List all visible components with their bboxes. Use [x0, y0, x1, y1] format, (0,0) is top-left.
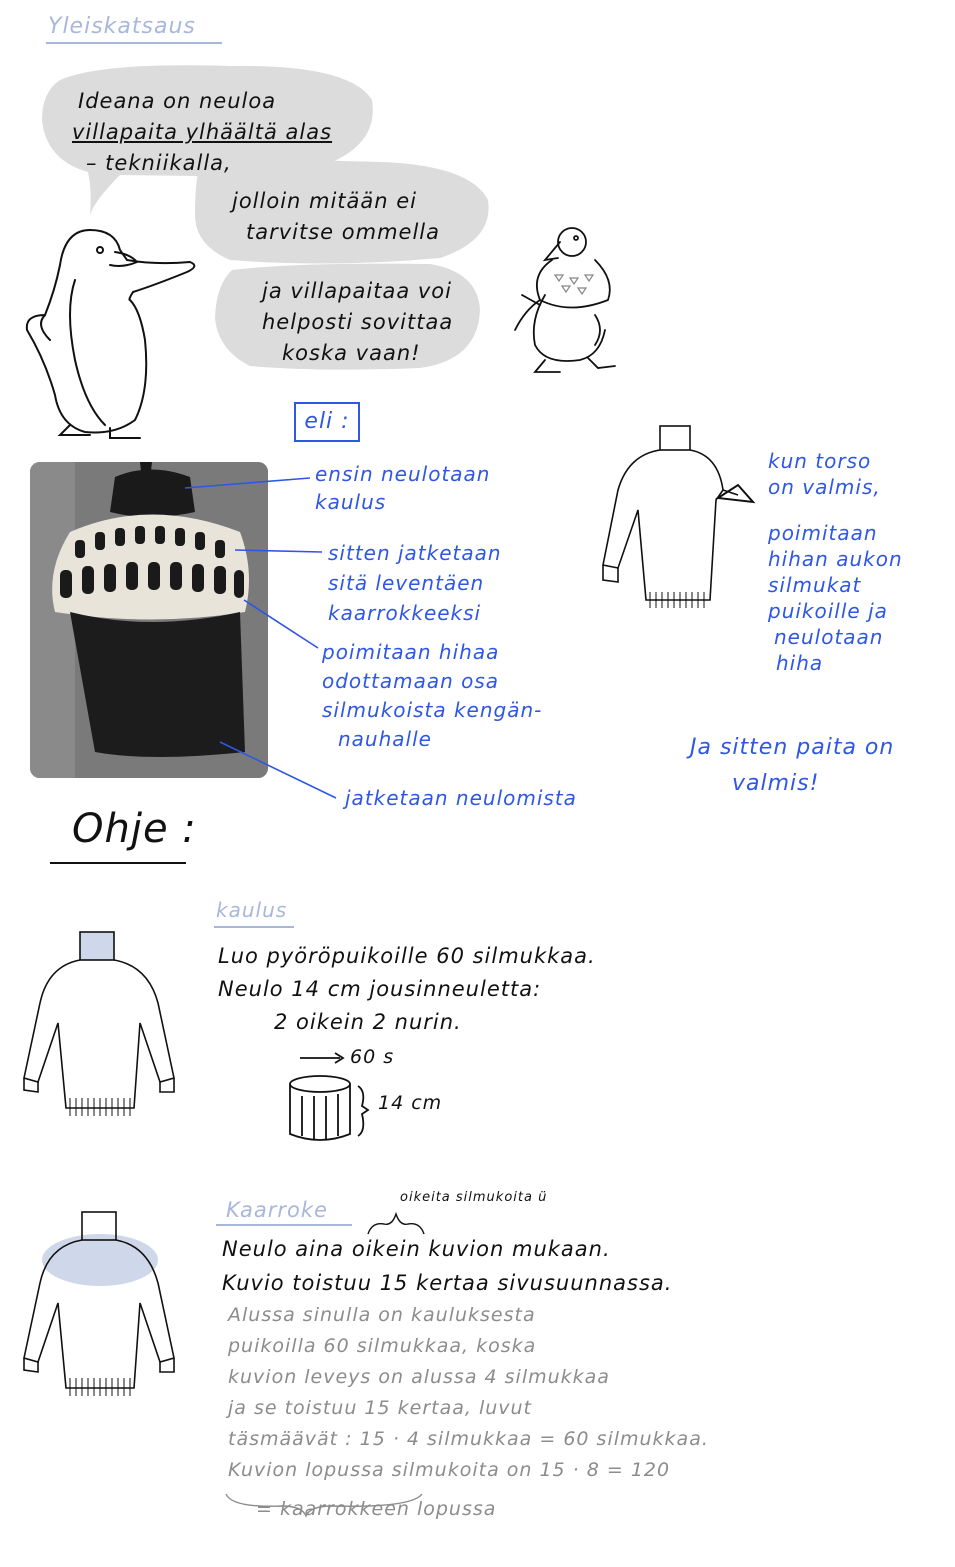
- sweater-sleeve-diagram: [598, 420, 758, 620]
- sleeve-note-line-4: hihan aukon: [768, 547, 903, 571]
- callout-sleeve-line-3: silmukoista kengän-: [322, 698, 543, 722]
- yoke-label: Kaarroke: [226, 1198, 328, 1222]
- callout-yoke-line-1: sitten jatketaan: [328, 541, 502, 565]
- sleeve-note-line-5: silmukat: [768, 573, 862, 597]
- callout-collar-line-1: ensin neulotaan: [315, 462, 491, 486]
- yoke-note-7: = kaarrokkeen lopussa: [256, 1498, 497, 1520]
- instructions-heading: Ohje :: [72, 806, 197, 852]
- callout-sleeve-line-1: poimitaan hihaa: [322, 640, 500, 664]
- yoke-label-underline: [216, 1224, 352, 1226]
- bubble-2-line-1: jolloin mitään ei: [232, 189, 418, 213]
- callout-sleeve-line-2: odottamaan osa: [322, 669, 500, 693]
- yoke-note-5: täsmäävät : 15 · 4 silmukkaa = 60 silmukkaa.: [228, 1428, 709, 1450]
- callout-continue-line-1: jatketaan neulomista: [345, 786, 577, 810]
- sleeve-note: [768, 448, 903, 676]
- yoke-instructions: [222, 1232, 672, 1300]
- sleeve-note-line-7: neulotaan: [774, 625, 884, 649]
- yoke-note-3: kuvion leveys on alussa 4 silmukkaa: [228, 1366, 610, 1388]
- collar-diagram-height: 14 cm: [378, 1092, 443, 1114]
- bubble-2-line-2: tarvitse ommella: [246, 220, 440, 244]
- collar-diagram-stitches: 60 s: [350, 1046, 395, 1068]
- bubble-1-line-2: villapaita ylhäältä alas: [72, 120, 333, 144]
- yoke-annotation: oikeita silmukoita ü: [400, 1190, 548, 1205]
- callout-sleeve-stitches: [322, 638, 542, 754]
- callout-sleeve-line-4: nauhalle: [338, 727, 432, 751]
- yoke-note-brace: [222, 1490, 432, 1520]
- sleeve-note-line-3: poimitaan: [768, 521, 878, 545]
- collar-instructions: [218, 940, 596, 1039]
- finish-note: [690, 730, 894, 802]
- bubble-1-line-3: – tekniikalla,: [86, 151, 232, 175]
- yoke-line-1: Neulo aina oikein kuvion mukaan.: [222, 1237, 611, 1261]
- callout-yoke-line-3: kaarrokkeeksi: [328, 601, 482, 625]
- sleeve-note-line-2: on valmis,: [768, 475, 881, 499]
- instructions-heading-underline: [50, 862, 186, 864]
- yoke-note-4: ja se toistuu 15 kertaa, luvut: [228, 1397, 533, 1419]
- bubble-3-line-3: koska vaan!: [282, 341, 421, 365]
- collar-line-1: Luo pyöröpuikoille 60 silmukkaa.: [218, 944, 596, 968]
- bubble-1-line-1: Ideana on neuloa: [78, 89, 277, 113]
- bubble-3-line-1: ja villapaitaa voi: [262, 279, 452, 303]
- yoke-line-2: Kuvio toistuu 15 kertaa sivusuunnassa.: [222, 1271, 673, 1295]
- callout-collar: [315, 460, 490, 516]
- sleeve-note-line-6: puikoille ja: [768, 599, 888, 623]
- callout-yoke-line-2: sitä leventäen: [328, 571, 485, 595]
- eli-label: eli :: [294, 402, 360, 442]
- sleeve-note-line-8: hiha: [776, 651, 824, 675]
- callout-continue: [345, 784, 577, 812]
- bubble-3-line-2: helposti sovittaa: [262, 310, 454, 334]
- collar-line-3: 2 oikein 2 nurin.: [274, 1010, 462, 1034]
- sweater-collar-diagram: [18, 928, 198, 1118]
- collar-line-2: Neulo 14 cm jousinneuletta:: [218, 977, 542, 1001]
- collar-label-underline: [214, 926, 294, 928]
- finish-note-line-2: valmis!: [732, 771, 820, 796]
- sleeve-note-spacer: [768, 500, 903, 520]
- callout-collar-line-2: kaulus: [315, 490, 387, 514]
- callout-yoke: [328, 538, 502, 628]
- yoke-note-6: Kuvion lopussa silmukoita on 15 · 8 = 120: [228, 1459, 671, 1481]
- collar-label: kaulus: [216, 898, 288, 922]
- yoke-note-2: puikoilla 60 silmukkaa, koska: [228, 1335, 537, 1357]
- sleeve-note-line-1: kun torso: [768, 449, 872, 473]
- yoke-note-1: Alussa sinulla on kauluksesta: [228, 1304, 536, 1326]
- finish-note-line-1: Ja sitten paita on: [690, 735, 895, 760]
- sweater-yoke-diagram: [18, 1208, 198, 1398]
- overview-title: Yleiskatsaus: [48, 14, 196, 39]
